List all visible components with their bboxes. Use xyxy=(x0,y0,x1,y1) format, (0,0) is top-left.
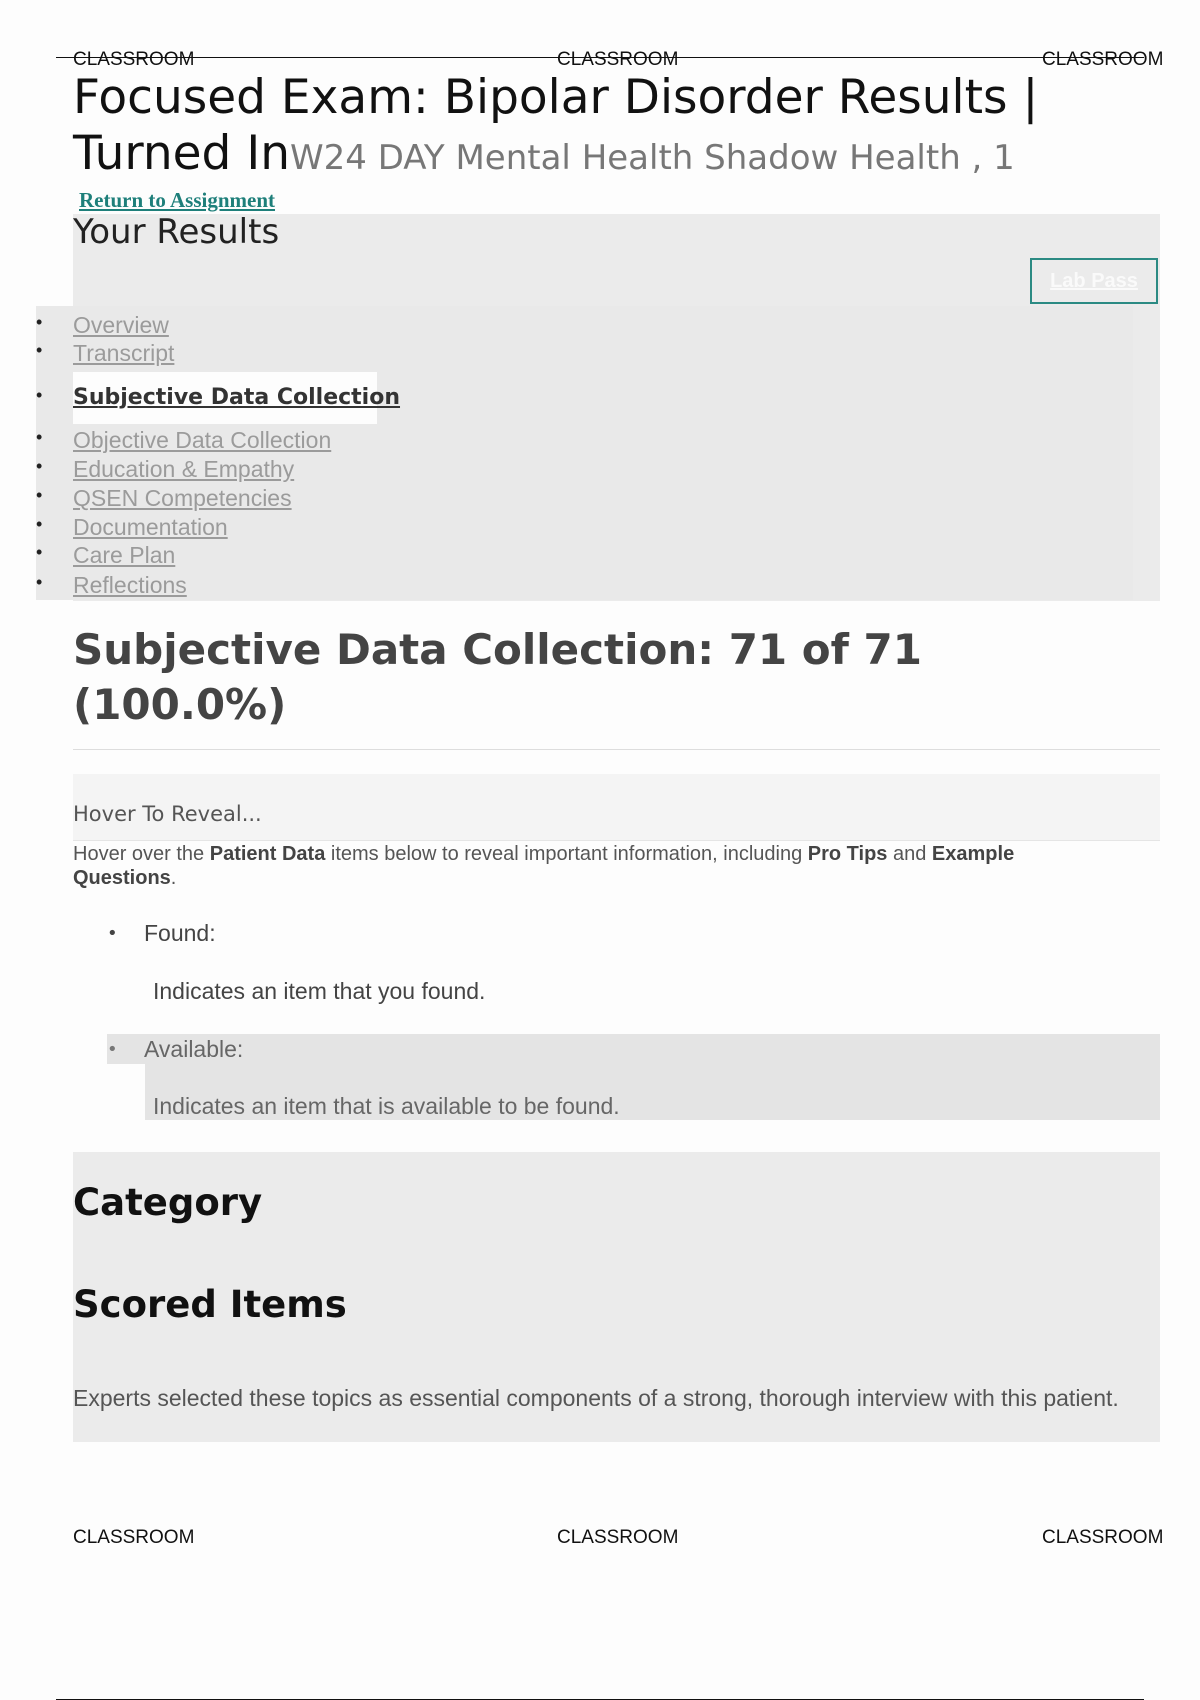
hover-term-pro-tips: Pro Tips xyxy=(807,843,888,865)
hover-term-patient-data: Patient Data xyxy=(209,843,326,865)
bullet-icon: • xyxy=(36,312,43,332)
section-divider xyxy=(73,749,1160,750)
hover-to-reveal-title: Hover To Reveal... xyxy=(73,802,262,826)
hover-term-example-questions: Example Questions xyxy=(73,843,1015,889)
legend-available-description: Indicates an item that is available to be found. xyxy=(153,1093,620,1119)
page-title-text: Focused Exam: Bipolar Disorder Results | Turned In xyxy=(73,70,1039,181)
nav-item-label[interactable]: Objective Data Collection xyxy=(73,427,332,453)
legend-found-description: Indicates an item that you found. xyxy=(153,978,486,1004)
category-heading: Category xyxy=(73,1181,263,1224)
section-score-title: Subjective Data Collection: 71 of 71 (100.0%) xyxy=(73,625,922,729)
bullet-icon: • xyxy=(36,514,43,534)
bullet-icon: • xyxy=(36,542,43,562)
course-subtitle: W24 DAY Mental Health Shadow Health , 1 xyxy=(290,138,1015,178)
hover-instructions xyxy=(73,842,1083,890)
scored-items-heading: Scored Items xyxy=(73,1283,347,1326)
nav-item-label[interactable]: Subjective Data Collection xyxy=(73,385,401,410)
nav-item-label[interactable]: Education & Empathy xyxy=(73,456,295,482)
watermark-center: CLASSROOM xyxy=(557,1527,679,1548)
page-title xyxy=(73,70,1163,186)
return-to-assignment-link[interactable]: Return to Assignment xyxy=(79,188,276,212)
bullet-icon: • xyxy=(36,456,43,476)
bullet-icon: • xyxy=(107,923,118,944)
bullet-icon: • xyxy=(107,1039,118,1060)
legend-found-label: Found: xyxy=(144,920,216,946)
watermark-left: CLASSROOM xyxy=(73,49,195,70)
hover-text-4: . xyxy=(170,867,177,889)
watermark-center: CLASSROOM xyxy=(557,49,679,70)
nav-item-label[interactable]: Reflections xyxy=(73,572,187,598)
hover-text-1: Hover over the xyxy=(73,843,210,865)
bullet-icon: • xyxy=(36,572,43,592)
nav-item-label[interactable]: QSEN Competencies xyxy=(73,485,292,511)
nav-item-label[interactable]: Documentation xyxy=(73,514,228,540)
watermark-right: CLASSROOM xyxy=(1042,49,1164,70)
lab-pass-button[interactable]: Lab Pass xyxy=(1030,258,1158,304)
legend-available-label: Available: xyxy=(144,1036,244,1062)
watermark-right: CLASSROOM xyxy=(1042,1527,1164,1548)
bullet-icon: • xyxy=(36,340,43,360)
nav-item-label[interactable]: Transcript xyxy=(73,340,175,366)
results-heading: Your Results xyxy=(73,212,280,252)
watermark-left: CLASSROOM xyxy=(73,1527,195,1548)
hover-text-2: items below to reveal important information, including xyxy=(325,843,808,865)
bullet-icon: • xyxy=(36,485,43,505)
scored-items-description: Experts selected these topics as essential components of a strong, thorough interview with this patient. xyxy=(73,1385,1119,1411)
bullet-icon: • xyxy=(36,427,43,447)
bullet-icon: • xyxy=(36,385,43,405)
nav-item-label[interactable]: Overview xyxy=(73,312,169,338)
nav-item-label[interactable]: Care Plan xyxy=(73,542,176,568)
hover-text-3: and xyxy=(887,843,932,865)
